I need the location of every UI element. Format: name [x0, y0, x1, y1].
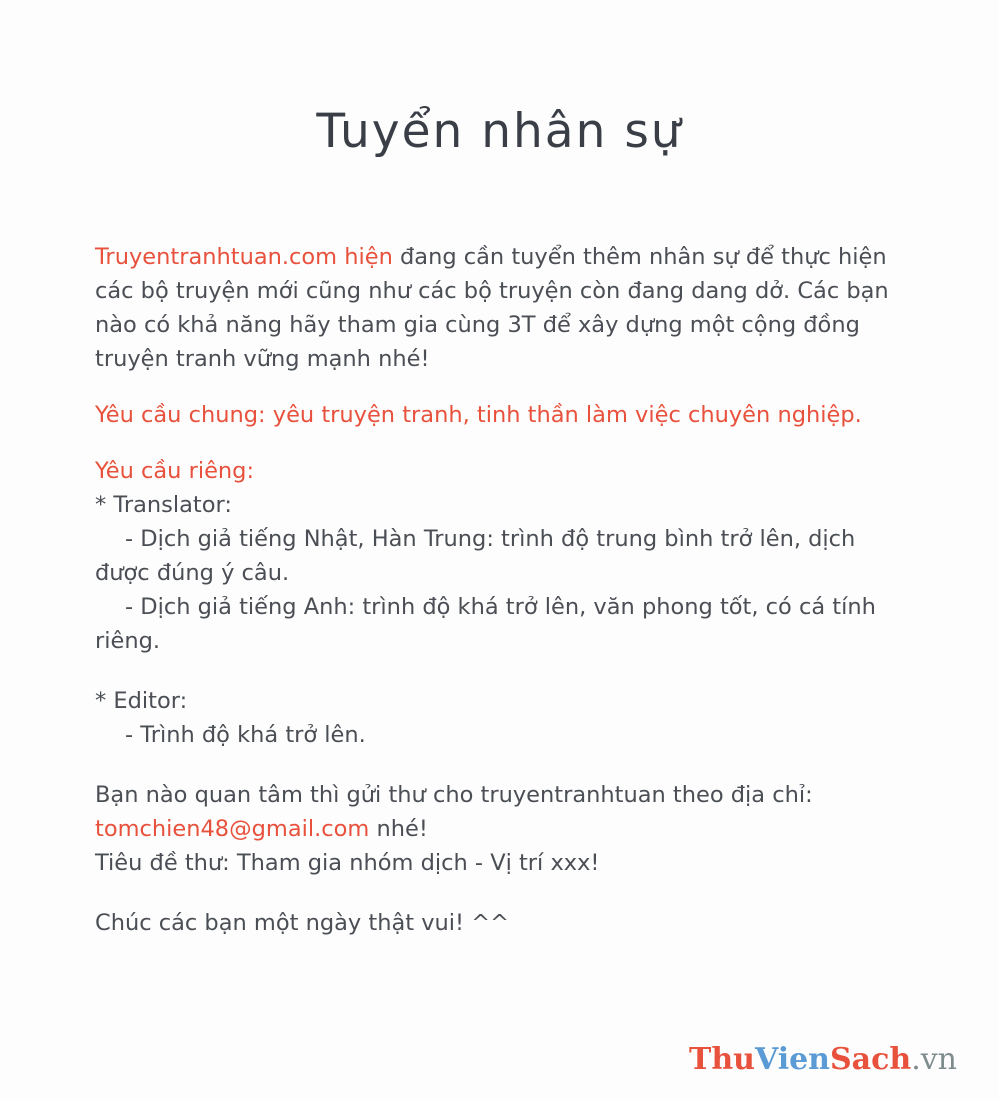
- intro-paragraph-text: đang cần tuyển thêm nhân sự để thực hiện các bộ truyện mới cũng như các bộ truyện còn đang dang dở. Các bạn nào có khả năng hãy tham gia cùng 3T để xây dựng một cộng đồng truyện tranh vững mạnh nhé!: [95, 244, 889, 372]
- contact-email[interactable]: tomchien48@gmail.com: [95, 816, 370, 842]
- spacer-2: [95, 752, 915, 778]
- translator-heading: * Translator:: [95, 492, 232, 518]
- specific-requirements-heading-text: Yêu cầu riêng:: [95, 458, 255, 484]
- contact-email-line: [95, 812, 915, 846]
- watermark-part-sach: Sach: [830, 1042, 912, 1077]
- document-body: [95, 240, 915, 940]
- general-requirements-text: Yêu cầu chung: yêu truyện tranh, tinh thần làm việc chuyên nghiệp.: [95, 402, 862, 428]
- editor-heading: * Editor:: [95, 688, 188, 714]
- spacer-3: [95, 880, 915, 906]
- contact-intro: Bạn nào quan tâm thì gửi thư cho truyentranhtuan theo địa chỉ:: [95, 782, 813, 808]
- subject-line: Tiêu đề thư: Tham gia nhóm dịch - Vị trí xxx!: [95, 850, 600, 876]
- specific-requirements-heading: [95, 454, 915, 488]
- site-name: Truyentranhtuan.com hiện: [95, 244, 393, 270]
- watermark-part-thu: Thu: [689, 1042, 755, 1077]
- editor-line-1: - Trình độ khá trở lên.: [125, 722, 366, 748]
- watermark-part-vn: .vn: [911, 1042, 957, 1077]
- translator-line-1: - Dịch giả tiếng Nhật, Hàn Trung: trình độ trung bình trở lên, dịch được đúng ý câu.: [95, 526, 856, 586]
- general-requirements: [95, 398, 915, 432]
- translator-line-2: - Dịch giả tiếng Anh: trình độ khá trở lên, văn phong tốt, có cá tính riêng.: [95, 594, 876, 654]
- intro-paragraph: [95, 240, 915, 376]
- closing-line: Chúc các bạn một ngày thật vui! ^^: [95, 910, 509, 936]
- spacer-1: [95, 658, 915, 684]
- watermark: [689, 1042, 957, 1077]
- watermark-part-vien: Vien: [754, 1042, 830, 1077]
- page-title: Tuyển nhân sự: [316, 104, 683, 159]
- contact-email-suffix: nhé!: [369, 816, 428, 842]
